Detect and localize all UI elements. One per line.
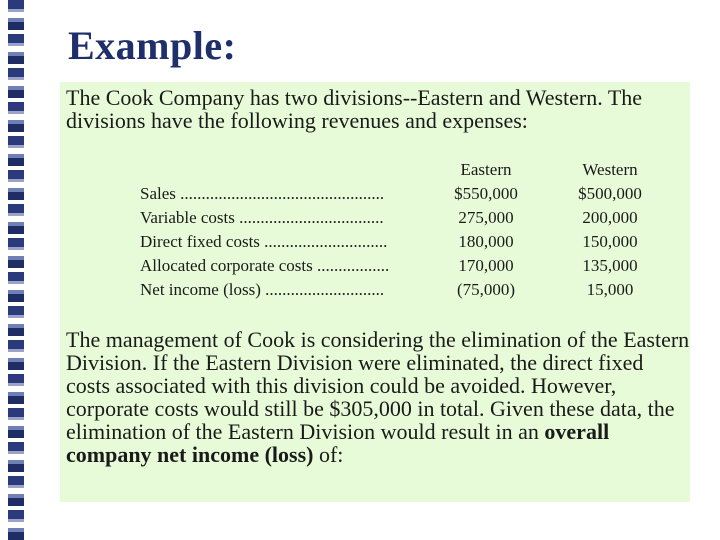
western-value: 150,000: [582, 232, 638, 251]
division-table: [140, 158, 666, 302]
western-value: 135,000: [582, 256, 638, 275]
table-row: [140, 206, 666, 230]
row-label: Net income (loss) ............................: [140, 280, 385, 299]
table-row: [140, 254, 666, 278]
table-header-row: [140, 158, 666, 182]
closing-text: [66, 328, 690, 466]
table-row: [140, 230, 666, 254]
header-eastern: Eastern: [460, 160, 512, 179]
row-label: Sales ................................................: [140, 184, 385, 203]
row-label: Allocated corporate costs .................: [140, 256, 390, 275]
decorative-left-bar: [8, 0, 24, 540]
table-row: [140, 278, 666, 302]
western-value: 200,000: [582, 208, 638, 227]
closing-tail: of:: [313, 442, 344, 467]
row-label: Direct fixed costs .............................: [140, 232, 388, 251]
header-western: Western: [582, 160, 638, 179]
western-value: 15,000: [586, 280, 634, 299]
closing-bold-phrase: overall company net income (loss): [66, 419, 610, 467]
closing-body: The management of Cook is considering the elimination of the Eastern Division. If the Eastern Division were eliminated, the direct fixed costs associated with this division could be avoided. However, corporate costs would still be $305,000 in total. Given these data, the elimination of the Eastern Division would result in an: [66, 327, 690, 444]
western-value: $500,000: [578, 184, 642, 203]
table-row: [140, 182, 666, 206]
eastern-value: 170,000: [458, 256, 514, 275]
eastern-value: 180,000: [458, 232, 514, 251]
eastern-value: 275,000: [458, 208, 514, 227]
header-label: [140, 158, 440, 182]
eastern-value: (75,000): [456, 280, 516, 299]
slide-title: Example:: [68, 23, 237, 68]
intro-text: The Cook Company has two divisions--Eastern and Western. The divisions have the following revenues and expenses:: [66, 85, 643, 133]
row-label: Variable costs ..................................: [140, 208, 384, 227]
eastern-value: $550,000: [454, 184, 518, 203]
